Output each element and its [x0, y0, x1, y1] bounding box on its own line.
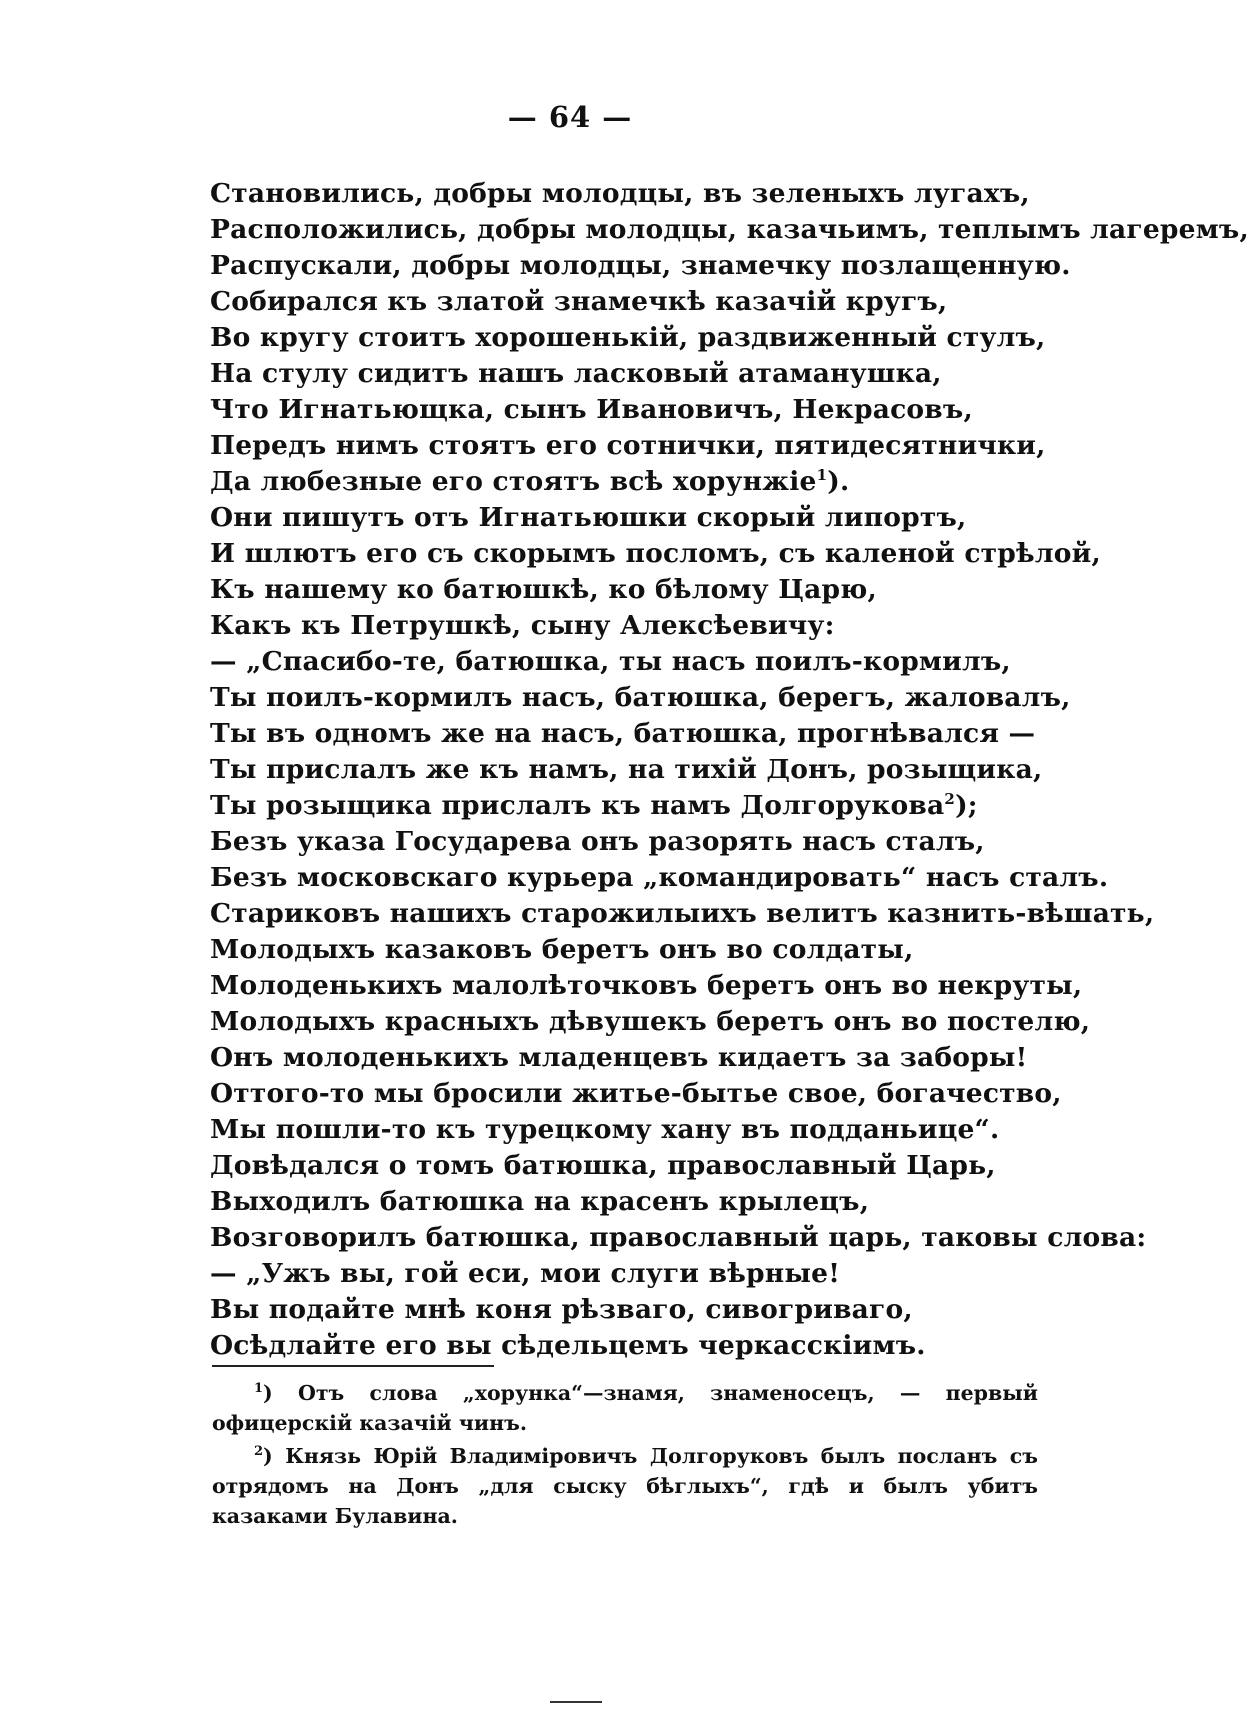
poem-line-text: На стулу сидитъ нашъ ласковый атаманушка, [210, 358, 942, 389]
poem-line-text: — „Ужъ вы, гой еси, мои слуги вѣрные! [210, 1258, 841, 1289]
poem-line [210, 428, 1070, 464]
poem-line-text: Ты поилъ-кормилъ насъ, батюшка, берегъ, жаловалъ, [210, 682, 1071, 713]
poem-line-text: Да любезные его стоятъ всѣ хорунжіе [210, 466, 817, 497]
poem-line-text: Оттого-то мы бросили житье-бытье свое, богачество, [210, 1078, 1062, 1109]
poem-line [210, 896, 1155, 932]
poem-line [210, 608, 1070, 644]
poem-line-text: Стариковъ нашихъ старожилыихъ велитъ казнить-вѣшать, [210, 898, 1155, 929]
poem-line-text: Ты въ одномъ же на насъ, батюшка, прогнѣвался — [210, 718, 1036, 749]
poem-line [210, 644, 1070, 680]
poem-line-text: Молоденькихъ малолѣточковъ беретъ онъ во некруты, [210, 970, 1083, 1001]
poem-line [210, 1256, 1070, 1292]
poem-line [210, 500, 1070, 536]
footnote [212, 1441, 1038, 1531]
poem-line [210, 1220, 1147, 1256]
poem-line [210, 1328, 1070, 1364]
page-number: — 64 — [507, 100, 633, 134]
footnote [212, 1378, 1038, 1438]
footnote-marker: 1 [254, 1381, 264, 1397]
poem-line-tail: ); [955, 790, 978, 821]
footnote-divider [212, 1365, 494, 1367]
poem-line-text: Осѣдлайте его вы сѣдельцемъ черкасскіимъ. [210, 1330, 926, 1361]
poem-line [210, 860, 1109, 896]
footnote-reference: 1 [816, 466, 828, 485]
poem-line [210, 356, 1070, 392]
poem-line-text: Передъ нимъ стоятъ его сотнички, пятидесятнички, [210, 430, 1046, 461]
poem-line [210, 1184, 1070, 1220]
footnotes [212, 1378, 1038, 1534]
poem-line-tail: ). [827, 466, 850, 497]
poem-line-text: Становились, добры молодцы, въ зеленыхъ лугахъ, [210, 178, 1030, 209]
poem-line [210, 752, 1070, 788]
poem-line-text: Онъ молоденькихъ младенцевъ кидаетъ за заборы! [210, 1042, 1028, 1073]
poem-line [210, 284, 1070, 320]
poem-line [210, 1148, 1070, 1184]
poem-line [210, 1076, 1070, 1112]
poem-line [210, 320, 1070, 356]
poem-line [210, 176, 1070, 212]
poem-line [210, 1292, 1070, 1328]
poem-line [210, 680, 1070, 716]
poem-line [210, 1004, 1091, 1040]
poem-line-text: Довѣдался о томъ батюшка, православный Царь, [210, 1150, 996, 1181]
poem-line [210, 788, 1070, 824]
poem-line [210, 392, 1070, 428]
poem-line-text: Расположились, добры молодцы, казачьимъ, теплымъ лагеремъ, [210, 214, 1249, 245]
footnote-text: ) Отъ слова „хорунка“—знамя, знаменосецъ, — первый офицерскій казачій чинъ. [212, 1381, 1038, 1435]
poem-line-text: Безъ московскаго курьера „командировать“ насъ сталъ. [210, 862, 1109, 893]
poem-line [210, 824, 1070, 860]
poem-line-text: Они пишутъ отъ Игнатьюшки скорый липортъ, [210, 502, 967, 533]
poem-line-text: Возговорилъ батюшка, православный царь, таковы слова: [210, 1222, 1147, 1253]
poem-line [210, 536, 1101, 572]
poem-line [210, 968, 1083, 1004]
poem-line-text: Выходилъ батюшка на красенъ крылецъ, [210, 1186, 870, 1217]
poem-line-text: Что Игнатьющка, сынъ Ивановичъ, Некрасовъ, [210, 394, 973, 425]
poem-line-text: Ты розыщика прислалъ къ намъ Долгорукова [210, 790, 945, 821]
footnote-reference: 2 [944, 790, 956, 809]
poem-line-text: Вы подайте мнѣ коня рѣзваго, сивогриваго, [210, 1294, 913, 1325]
poem-line-text: Какъ къ Петрушкѣ, сыну Алексѣевичу: [210, 610, 835, 641]
poem-line-text: Ты прислалъ же къ намъ, на тихій Донъ, розыщика, [210, 754, 1043, 785]
poem-line [210, 248, 1070, 284]
poem-line-text: Безъ указа Государева онъ разорять насъ сталъ, [210, 826, 985, 857]
poem-line [210, 464, 1070, 500]
poem-line-text: Мы пошли-то къ турецкому хану въ подданьице“. [210, 1114, 1000, 1145]
poem-line [210, 572, 1070, 608]
poem-line-text: Во кругу стоитъ хорошенькій, раздвиженный стулъ, [210, 322, 1046, 353]
poem-line [210, 212, 1249, 248]
poem-line-text: Молодыхъ казаковъ беретъ онъ во солдаты, [210, 934, 914, 965]
poem-text [210, 176, 1249, 1364]
poem-line-text: Къ нашему ко батюшкѣ, ко бѣлому Царю, [210, 574, 877, 605]
poem-line-text: Молодыхъ красныхъ дѣвушекъ беретъ онъ во постелю, [210, 1006, 1091, 1037]
poem-line [210, 932, 1070, 968]
poem-line-text: И шлютъ его съ скорымъ посломъ, съ каленой стрѣлой, [210, 538, 1101, 569]
poem-line [210, 1040, 1070, 1076]
poem-line-text: Распускали, добры молодцы, знамечку позлащенную. [210, 250, 1071, 281]
footnote-text: ) Князь Юрій Владиміровичъ Долгоруковъ былъ посланъ съ отрядомъ на Донъ „для сыску бѣглыхъ“, гдѣ и былъ убитъ казаками Булавина. [212, 1444, 1038, 1528]
footnote-marker: 2 [254, 1444, 264, 1460]
poem-line [210, 716, 1070, 752]
poem-line-text: Собирался къ златой знамечкѣ казачій кругъ, [210, 286, 948, 317]
page-bottom-rule [550, 1701, 602, 1703]
poem-line [210, 1112, 1070, 1148]
poem-line-text: — „Спасибо-те, батюшка, ты насъ поилъ-кормилъ, [210, 646, 1011, 677]
